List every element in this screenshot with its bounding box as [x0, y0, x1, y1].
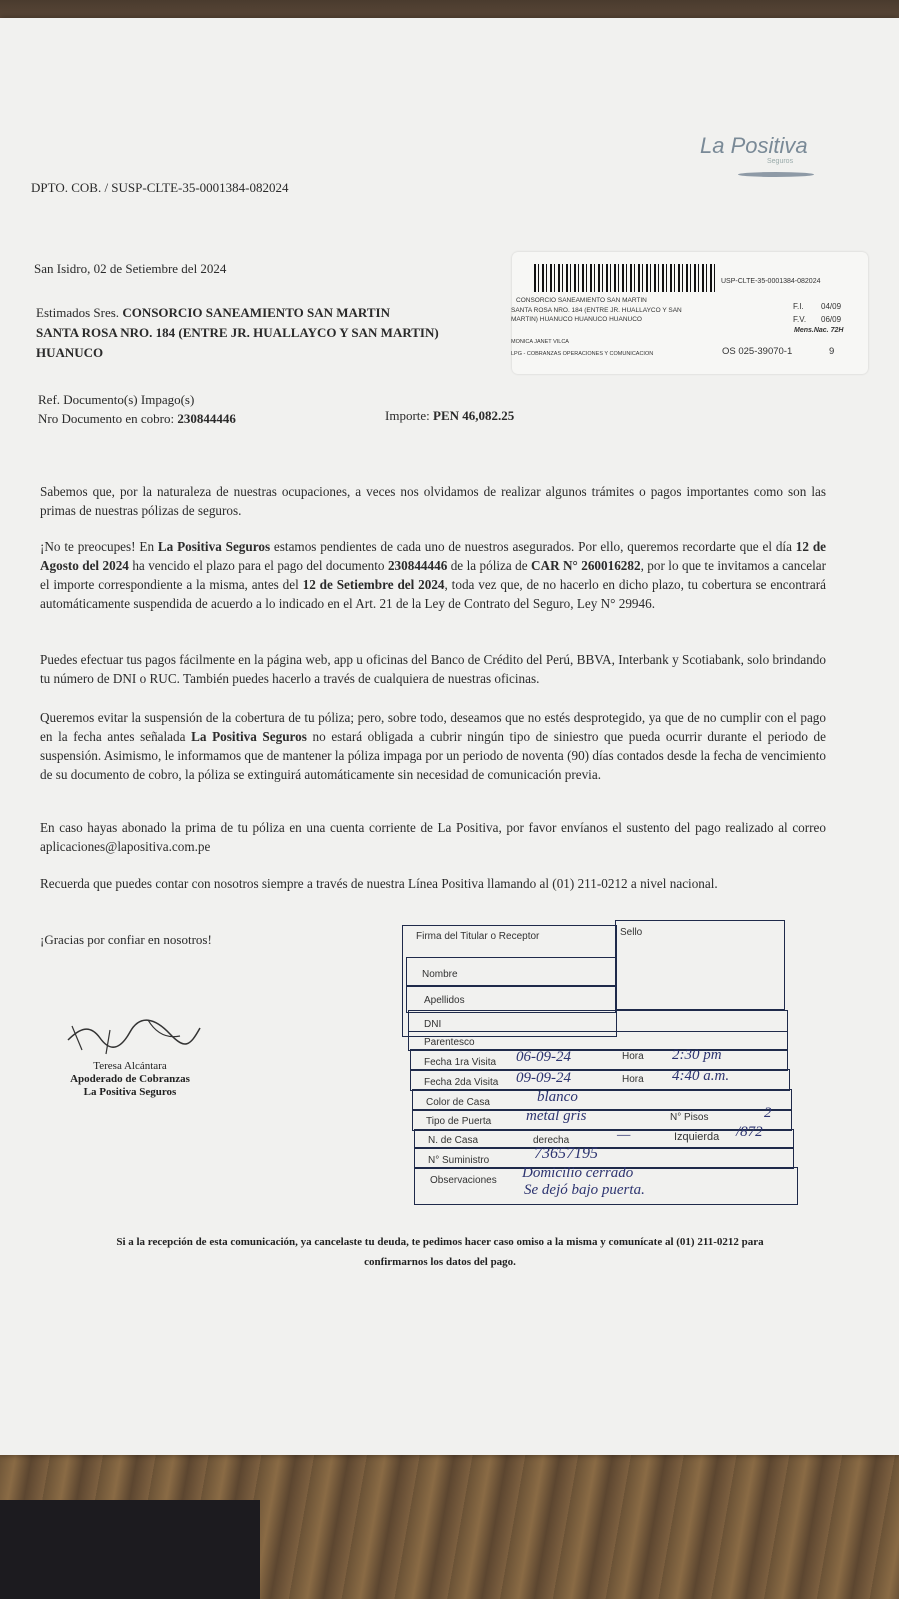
- firma-label: Firma del Titular o Receptor: [416, 931, 540, 942]
- amount-line: [385, 406, 514, 425]
- observaciones-value-2: Se dejó bajo puerta.: [524, 1182, 645, 1198]
- document-number: 230844446: [177, 411, 236, 426]
- dark-object: [0, 1500, 260, 1599]
- amount-value: PEN 46,082.25: [433, 408, 515, 423]
- fv-value: 06/09: [821, 315, 842, 324]
- p2-text-b: estamos pendientes de cada uno de nuestros asegurados. Por ello, queremos recordarte que el día: [270, 539, 796, 554]
- label-name: CONSORCIO SANEAMIENTO SAN MARTIN: [516, 297, 647, 304]
- label-code: USP-CLTE-35-0001384-082024: [721, 278, 821, 285]
- logo-swoosh-icon: [738, 172, 814, 177]
- izquierda-value: /872: [736, 1124, 763, 1140]
- color-label: Color de Casa: [426, 1097, 490, 1108]
- addressee-address: SANTA ROSA NRO. 184 (ENTRE JR. HUALLAYCO Y SAN MARTIN): [36, 325, 439, 340]
- barcode: [534, 264, 718, 292]
- p2-text-c: ha vencido el plazo para el pago del documento: [128, 558, 388, 573]
- hora1-value: 2:30 pm: [672, 1047, 722, 1063]
- p2-due-date: 12 de Agosto del 2024: [40, 539, 827, 573]
- puerta-value: metal gris: [526, 1108, 587, 1124]
- fv-label: F.V.: [793, 315, 807, 324]
- paragraph-6: Recuerda que puedes contar con nosotros siempre a través de nuestra Línea Positiva llamando al (01) 211-0212 a nivel nacional.: [40, 876, 718, 891]
- p2-text-a: ¡No te preocupes! En: [40, 539, 158, 554]
- hora2-value: 4:40 a.m.: [672, 1068, 730, 1084]
- delivery-form: [402, 925, 810, 1225]
- visita2-value: 09-09-24: [516, 1070, 571, 1086]
- dni-row: [408, 1010, 788, 1032]
- p2-text-f: , toda vez que, de no hacerlo en dicho plazo, tu cobertura se encontrará automáticamente suspendida de acuerdo a lo indicado en el Art. 21 de la Ley de Contrato del Seguro, Ley N° 29946.: [40, 577, 826, 611]
- visita1-value: 06-09-24: [516, 1049, 571, 1065]
- footer-note: [40, 1232, 840, 1272]
- p2-brand: La Positiva Seguros: [157, 539, 271, 554]
- pisos-value: 2: [764, 1105, 772, 1121]
- label-address2: MARTIN) HUANUCO HUANUCO HUANUCO: [511, 316, 642, 323]
- p2-deadline: 12 de Setiembre del 2024: [302, 577, 445, 592]
- document-label: Nro Documento en cobro:: [38, 411, 175, 426]
- p4-brand: La Positiva Seguros: [191, 729, 307, 744]
- label-department: LPG - COBRANZAS OPERACIONES Y COMUNICACION: [511, 351, 654, 357]
- addressee-line1: [36, 303, 390, 322]
- signatory-name: Teresa Alcántara: [93, 1060, 167, 1072]
- amount-label: Importe:: [385, 408, 430, 423]
- os-code: OS 025-39070-1: [722, 346, 793, 357]
- p4-text-b: no estará obligada a cubrir ningún tipo de siniestro que pueda ocurrir durante el periodo de suspensión. Asimismo, le informamos que de mantener la póliza impaga por un periodo de noventa (90) días contados desde la fecha de vencimiento de su documento de cobro, la póliza se extinguirá automáticamente sin necesidad de comunicación previa.: [40, 729, 826, 782]
- la-positiva-logo: La Positiva: [700, 133, 808, 158]
- paragraph-5: En caso hayas abonado la prima de tu póliza en una cuenta corriente de La Positiva, por favor envíanos el sustento del pago realizado al correo aplicaciones@lapositiva.com.pe: [40, 820, 826, 854]
- suministro-label: N° Suministro: [428, 1155, 490, 1166]
- p2-policy: CAR N° 260016282: [531, 558, 641, 573]
- paragraph-1: Sabemos que, por la naturaleza de nuestras ocupaciones, a veces nos olvidamos de realizar algunos trámites o pagos importantes como son las primas de nuestras pólizas de seguros.: [40, 484, 826, 518]
- department-reference: DPTO. COB. / SUSP-CLTE-35-0001384-082024: [31, 180, 289, 195]
- observaciones-value-1: Domicilio cerrado: [522, 1165, 634, 1181]
- mens-nac: Mens.Nac. 72H: [794, 327, 844, 334]
- label-address1: SANTA ROSA NRO. 184 (ENTRE JR. HUALLAYCO Y SAN: [511, 307, 682, 314]
- signatory-role: Apoderado de Cobranzas: [70, 1073, 190, 1085]
- signatory-company: La Positiva Seguros: [83, 1086, 177, 1098]
- greeting: Estimados Sres.: [36, 305, 120, 320]
- ncasa-label: N. de Casa: [428, 1135, 479, 1146]
- sello-label: Sello: [620, 927, 643, 938]
- p2-document: 230844446: [387, 558, 448, 573]
- pisos-label: N° Pisos: [670, 1112, 709, 1123]
- p2-text-e: , por lo que te invitamos a cancelar el importe correspondiente a la misma, antes del: [40, 558, 826, 592]
- puerta-label: Tipo de Puerta: [426, 1116, 492, 1127]
- label-agent: MONICA JANET VILCA: [511, 339, 569, 345]
- color-value: blanco: [537, 1089, 578, 1105]
- derecha-value: —: [617, 1127, 631, 1143]
- suministro-value: 73657195: [534, 1145, 598, 1162]
- visita1-label: Fecha 1ra Visita: [424, 1057, 497, 1068]
- p2-text-d: de la póliza de: [447, 558, 532, 573]
- paragraph-2: [40, 537, 826, 613]
- fi-label: F.I.: [793, 302, 804, 311]
- derecha-label: derecha: [533, 1135, 570, 1146]
- addressee-name: CONSORCIO SANEAMIENTO SAN MARTIN: [122, 305, 390, 320]
- hora2-label: Hora: [622, 1074, 644, 1085]
- p4-text-a: Queremos evitar la suspensión de la cobertura de tu póliza; pero, sobre todo, deseamos que no estés desprotegido, ya que de no cumplir con el pago en la fecha antes señalada: [40, 710, 826, 744]
- dni-label: DNI: [424, 1019, 442, 1030]
- observaciones-label: Observaciones: [430, 1175, 497, 1186]
- parentesco-label: Parentesco: [424, 1037, 475, 1048]
- signature-scribble: [60, 1010, 210, 1060]
- addressee-city: HUANUCO: [36, 345, 104, 360]
- date-line: San Isidro, 02 de Setiembre del 2024: [34, 261, 227, 276]
- paragraph-4: [40, 708, 826, 784]
- izquierda-label: Izquierda: [674, 1131, 720, 1143]
- hora1-label: Hora: [622, 1051, 644, 1062]
- thanks-line: ¡Gracias por confiar en nosotros!: [40, 932, 212, 947]
- logo-subtitle: Seguros: [767, 158, 794, 165]
- reference-line: Ref. Documento(s) Impago(s): [38, 392, 195, 407]
- visita2-label: Fecha 2da Visita: [424, 1077, 499, 1088]
- document-line: [38, 409, 236, 428]
- footer-line1: Si a la recepción de esta comunicación, ya cancelaste tu deuda, te pedimos hacer caso omiso a la misma y comunícate al (01) 211-0212 para: [116, 1236, 764, 1248]
- footer-line2: confirmarnos los datos del pago.: [364, 1256, 516, 1268]
- apellidos-label: Apellidos: [424, 995, 465, 1006]
- fi-value: 04/09: [821, 302, 842, 311]
- os-number: 9: [829, 346, 835, 357]
- nombre-label: Nombre: [422, 969, 458, 980]
- paragraph-3: Puedes efectuar tus pagos fácilmente en la página web, app u oficinas del Banco de Crédito del Perú, BBVA, Interbank y Scotiabank, solo brindando tu número de DNI o RUC. También puedes hacerlo a través de cualquiera de nuestras oficinas.: [40, 652, 826, 686]
